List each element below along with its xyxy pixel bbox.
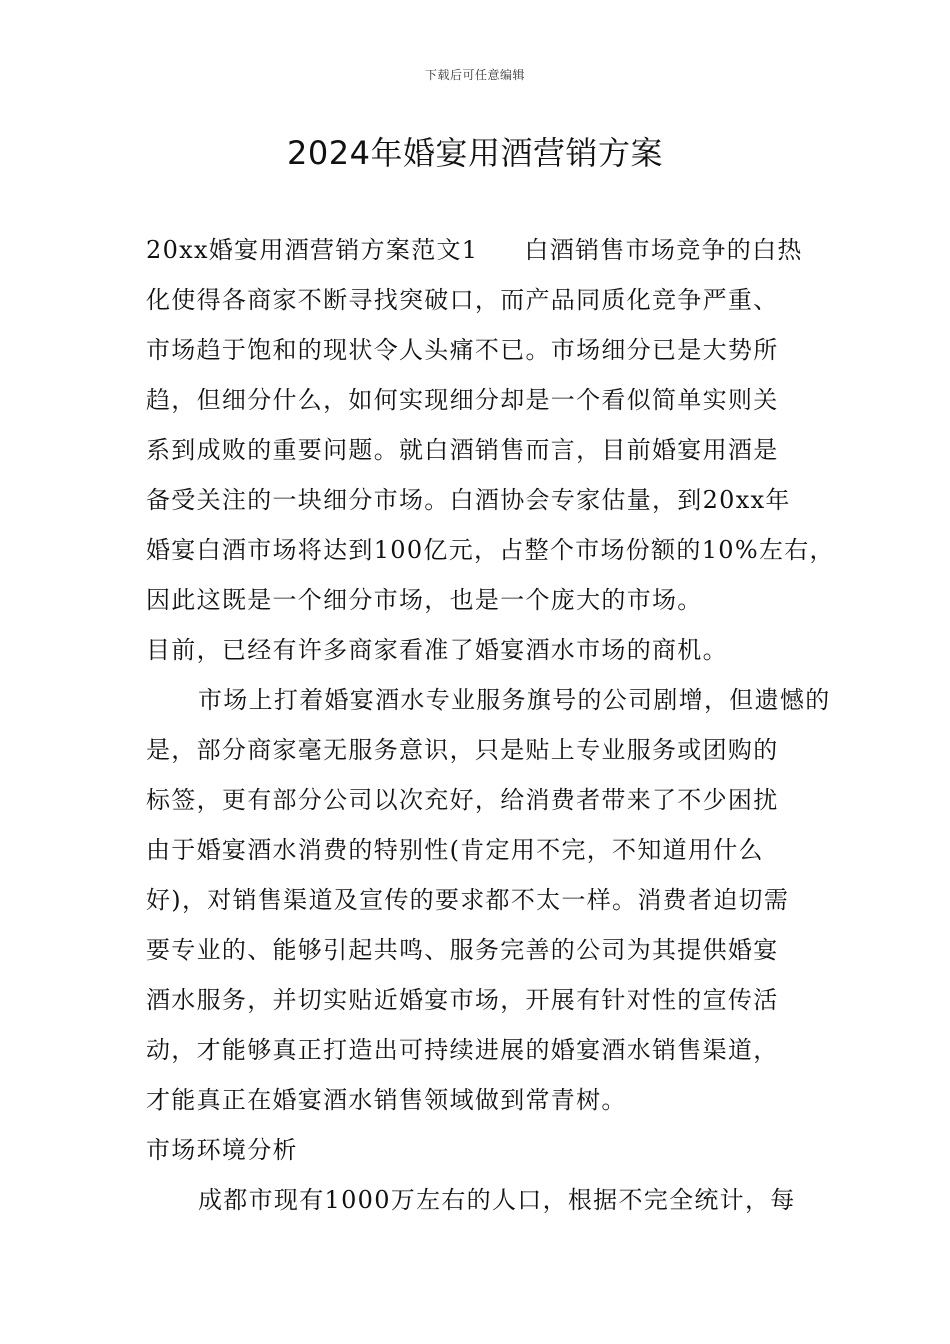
body-line: 由于婚宴酒水消费的特别性(肯定用不完，不知道用什么: [146, 836, 764, 864]
body-line: 是，部分商家毫无服务意识，只是贴上专业服务或团购的: [146, 736, 779, 764]
header-note: 下载后可任意编辑: [424, 68, 525, 82]
document-title: 2024年婚宴用酒营销方案: [287, 134, 663, 172]
body-line: 市场趋于饱和的现状令人头痛不已。市场细分已是大势所: [146, 336, 779, 364]
body-line: 市场环境分析: [146, 1136, 298, 1164]
body-line: 趋，但细分什么，如何实现细分却是一个看似简单实则关: [146, 386, 779, 414]
body-line: 标签，更有部分公司以次充好，给消费者带来了不少困扰: [146, 786, 779, 814]
body-line: 酒水服务，并切实贴近婚宴市场，开展有针对性的宣传活: [146, 986, 779, 1014]
body-line: [146, 1225, 806, 1275]
body-line: 系到成败的重要问题。就白酒销售而言，目前婚宴用酒是: [146, 436, 779, 464]
body-line: 备受关注的一块细分市场。白酒协会专家估量，到20xx年: [146, 486, 791, 514]
body-line: [146, 225, 806, 275]
body-line: 婚宴白酒市场将达到100亿元，占整个市场份额的10%左右，: [146, 536, 835, 564]
body-line: 目前，已经有许多商家看准了婚宴酒水市场的商机。: [146, 636, 728, 664]
section-heading: 成都市现有1000万左右的人口，根据不完全统计，每: [198, 1186, 796, 1214]
document-body: [146, 225, 835, 1275]
body-line: 动，才能够真正打造出可持续进展的婚宴酒水销售渠道，: [146, 1036, 779, 1064]
body-line: 化使得各商家不断寻找突破口，而产品同质化竞争严重、: [146, 286, 779, 314]
body-line: 才能真正在婚宴酒水销售领域做到常青树。: [146, 1086, 627, 1114]
body-line: 因此这既是一个细分市场，也是一个庞大的市场。: [146, 586, 703, 614]
section-heading-inline: 20xx婚宴用酒营销方案范文1: [146, 236, 479, 264]
body-line: 市场上打着婚宴酒水专业服务旗号的公司剧增，但遗憾的: [198, 686, 831, 714]
body-text: 白酒销售市场竞争的白热: [524, 236, 803, 264]
body-line: 要专业的、能够引起共鸣、服务完善的公司为其提供婚宴: [146, 936, 779, 964]
body-line: 好)，对销售渠道及宣传的要求都不太一样。消费者迫切需: [146, 886, 790, 914]
